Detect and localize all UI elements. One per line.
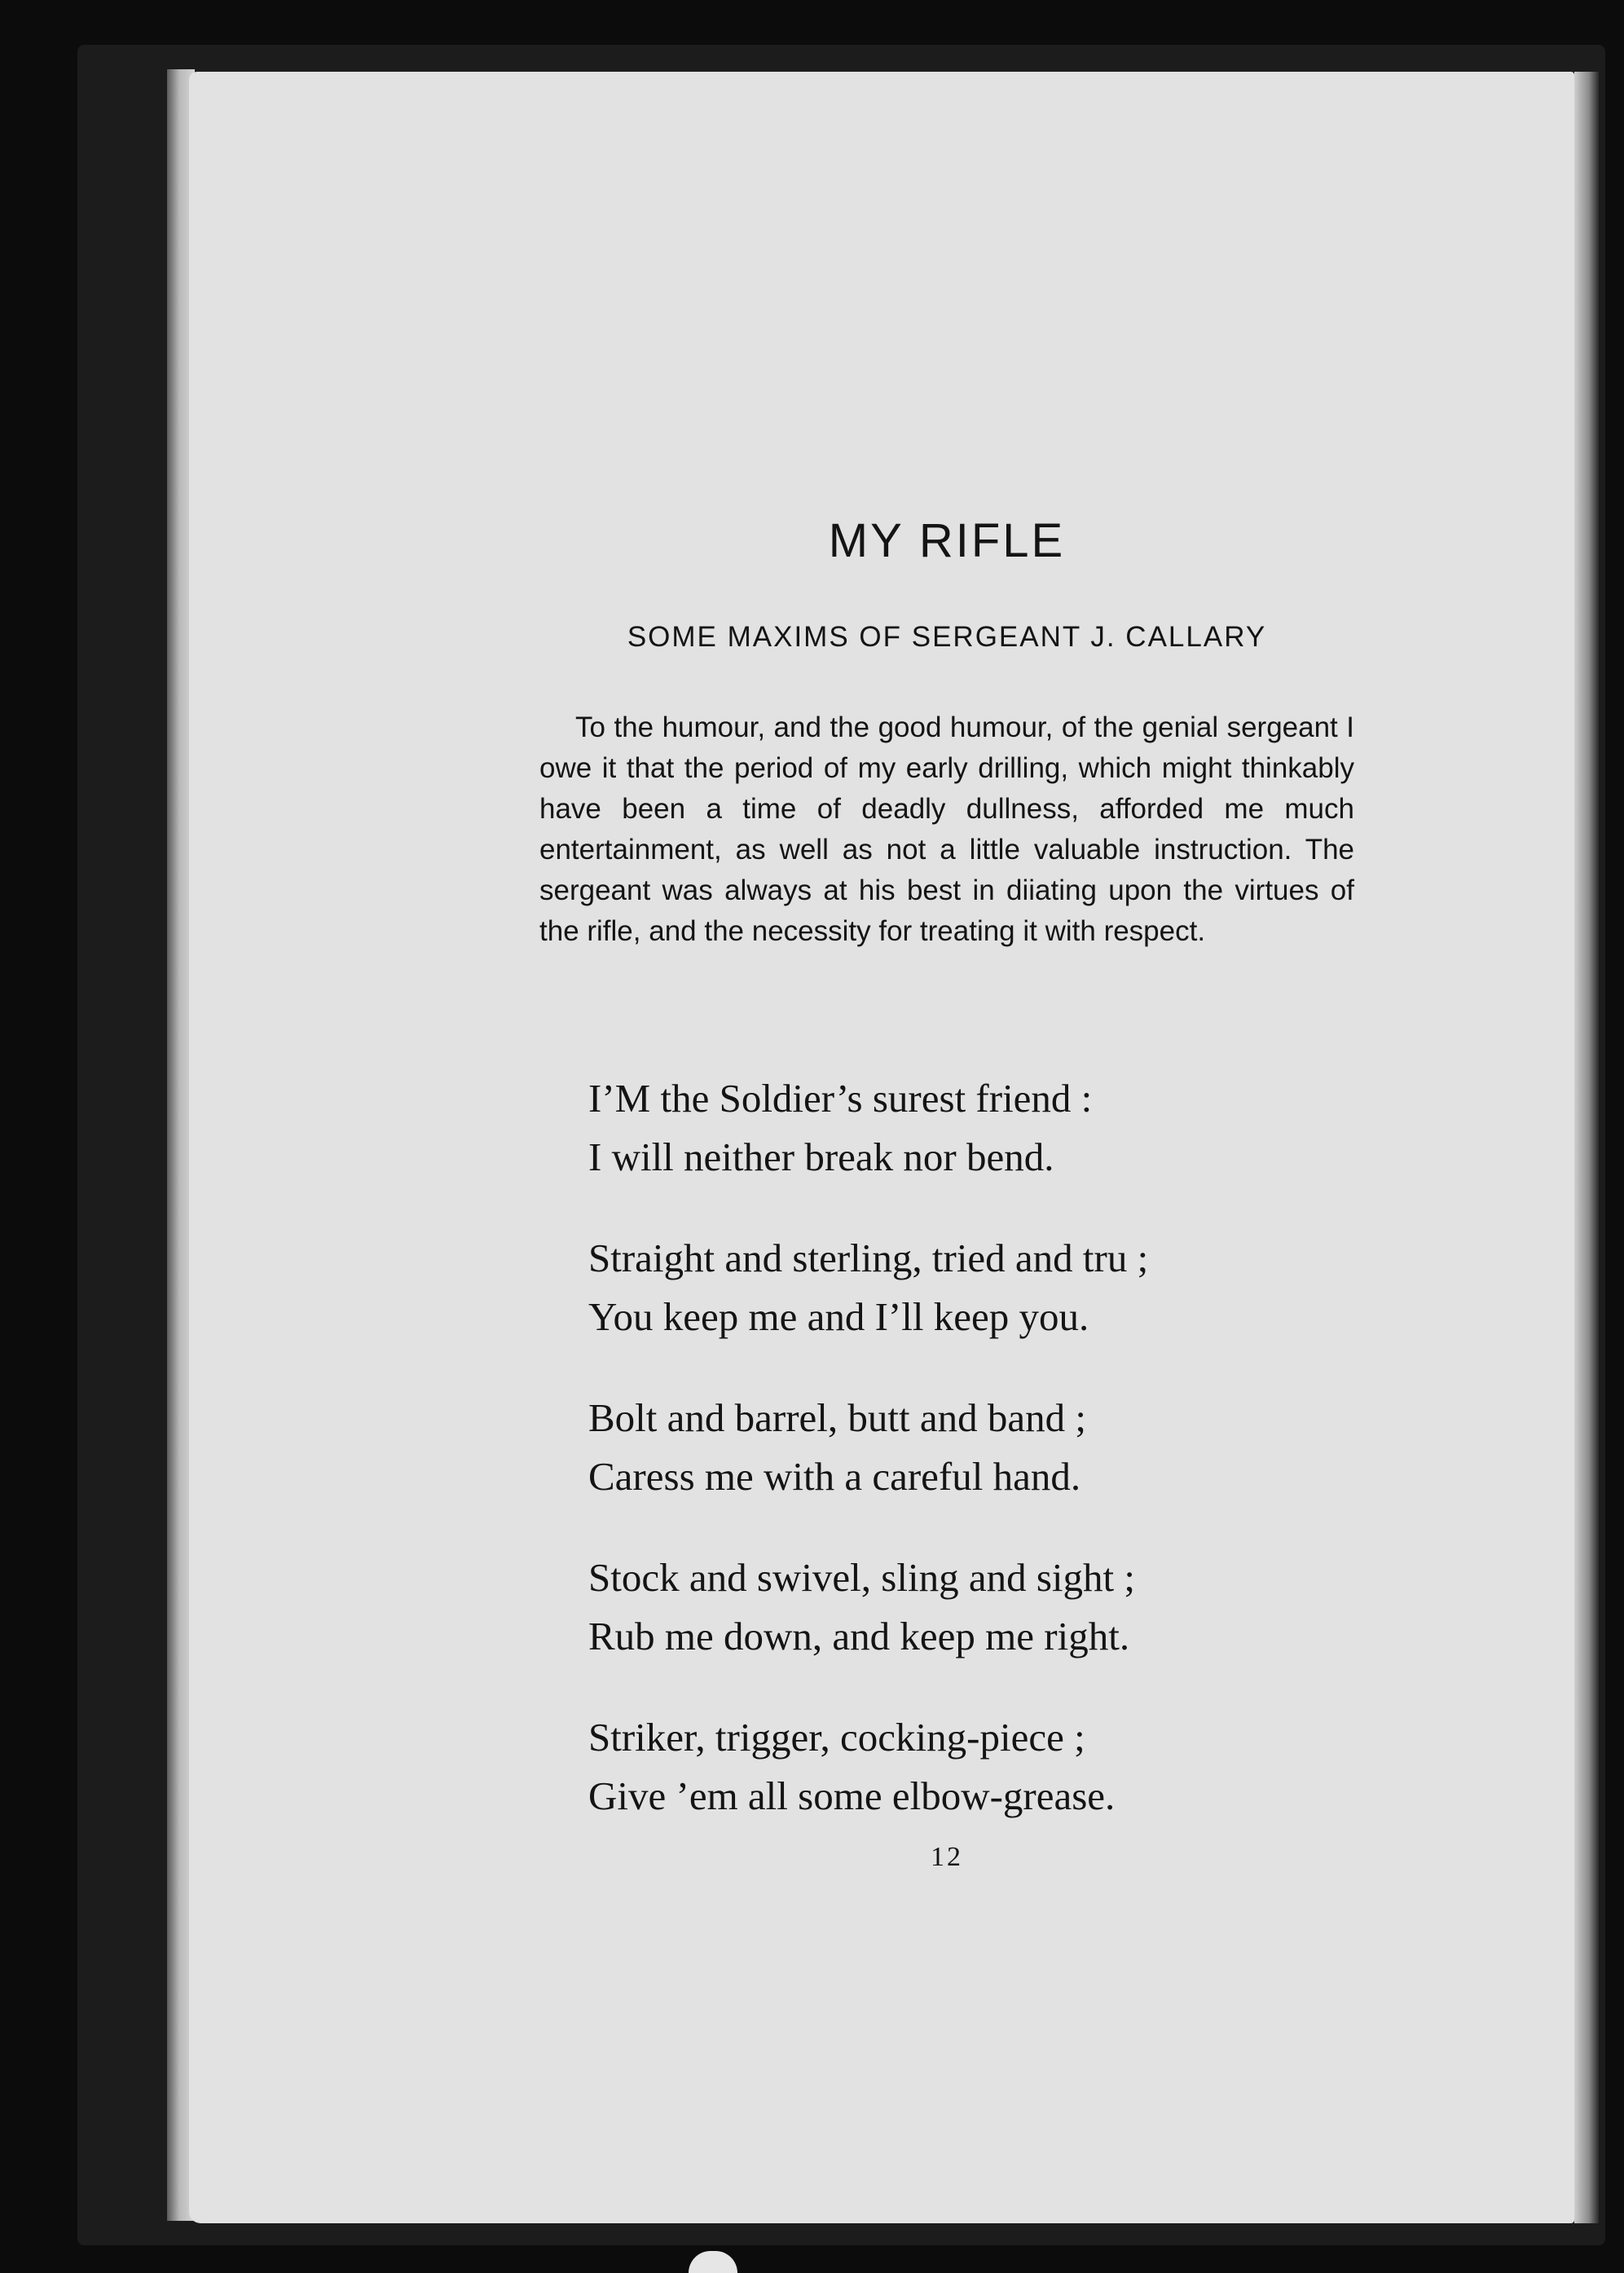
poem-line: Rub me down, and keep me right. — [588, 1614, 1130, 1658]
poem-line: Caress me with a careful hand. — [588, 1454, 1081, 1499]
stanza — [588, 1069, 1354, 1187]
stanza — [588, 1548, 1354, 1666]
stanza — [588, 1708, 1354, 1826]
poem-line: Bolt and barrel, butt and band ; — [588, 1395, 1086, 1440]
poem-line: Straight and sterling, tried and tru ; — [588, 1236, 1149, 1280]
poem-line: You keep me and I’ll keep you. — [588, 1294, 1089, 1339]
poem-line: Stock and swivel, sling and sight ; — [588, 1555, 1135, 1600]
poem-subtitle: SOME MAXIMS OF SERGEANT J. CALLARY — [627, 621, 1267, 653]
intro-paragraph: To the humour, and the good humour, of the genial sergeant I owe it that the period of my early drilling, which might thinkably have been a time of deadly dullness, afforded me much entertainment, as well as not a little valuable instruction. The sergeant was always at his best in diiating upon the virtues of the rifle, and the necessity for treating it with respect. — [539, 711, 1354, 947]
page-right-edge — [1574, 72, 1599, 2223]
poem-title: MY RIFLE — [828, 514, 1066, 567]
poem-line: I’M the Soldier’s surest friend : — [588, 1076, 1093, 1121]
stanza — [588, 1229, 1354, 1346]
stanza — [588, 1389, 1354, 1506]
poem-body — [588, 1069, 1354, 1868]
scanner-mark — [689, 2251, 737, 2273]
poem-line: I will neither break nor bend. — [588, 1134, 1054, 1179]
poem-line: Give ’em all some elbow-grease. — [588, 1773, 1116, 1818]
poem-line: Striker, trigger, cocking-piece ; — [588, 1715, 1085, 1760]
page-number: 12 — [931, 1842, 963, 1872]
